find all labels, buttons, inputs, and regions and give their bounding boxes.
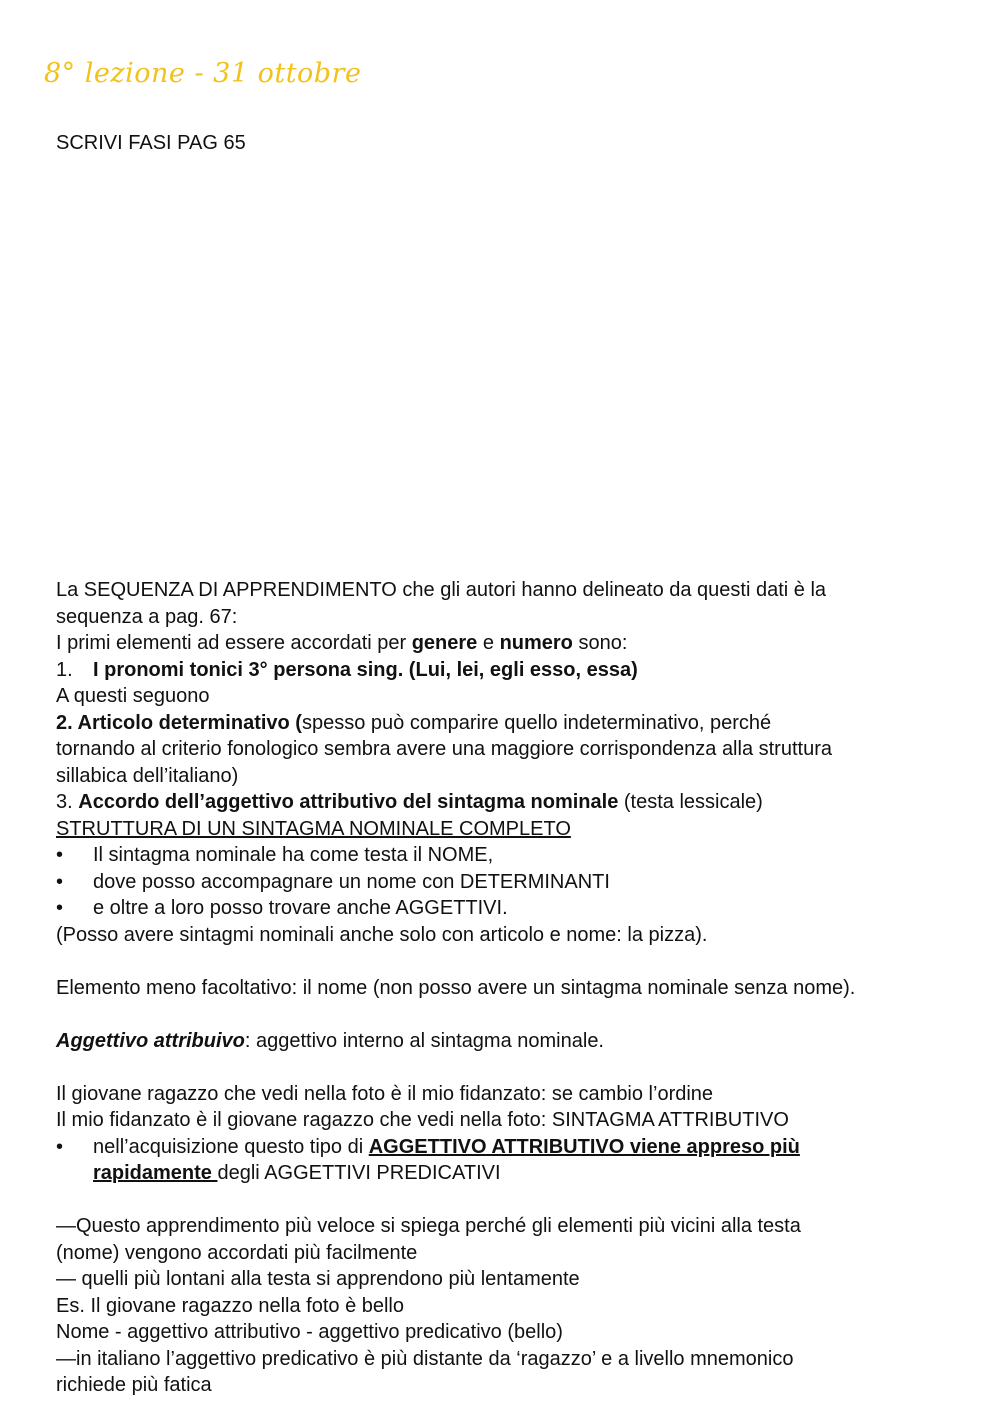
notes-body: [56, 577, 956, 1399]
list-item-2-line-2: tornando al criterio fonologico sembra avere una maggiore corrispondenza alla struttura: [56, 738, 832, 760]
follow-line: A questi seguono: [56, 685, 210, 707]
dash-line-2: — quelli più lontani alla testa si apprendono più lentamente: [56, 1268, 580, 1290]
dash-line-1b: (nome) vengono accordati più facilmente: [56, 1241, 418, 1264]
bullet-item: • nell’acquisizione questo tipo di AGGETTIVO ATTRIBUTIVO viene appreso più rapidamente degli AGGETTIVI PREDICATIVI: [56, 1135, 800, 1184]
sequence-line-1: La SEQUENZA DI APPRENDIMENTO che gli autori hanno delineato da questi dati è la: [56, 579, 827, 601]
example-sentence: Es. Il giovane ragazzo nella foto è bello: [56, 1294, 404, 1317]
list-item-2-line-3: sillabica dell’italiano): [56, 764, 239, 787]
bullet-item: • Il sintagma nominale ha come testa il NOME,: [56, 844, 494, 866]
example-line-2: Il mio fidanzato è il giovane ragazzo che vedi nella foto: SINTAGMA ATTRIBUTIVO: [56, 1109, 789, 1131]
dash-line-1: —Questo apprendimento più veloce si spiega perché gli elementi più vicini alla testa: [56, 1215, 801, 1237]
paren-note: (Posso avere sintagmi nominali anche solo con articolo e nome: la pizza).: [56, 923, 708, 946]
bullet-item: • dove posso accompagnare un nome con DETERMINANTI: [56, 870, 610, 893]
list-item-2: 2. Articolo determinativo (spesso può comparire quello indeterminativo, perché: [56, 711, 772, 734]
list-item-3: 3. Accordo dell’aggettivo attributivo del sintagma nominale (testa lessicale): [56, 791, 763, 813]
structure-title: STRUTTURA DI UN SINTAGMA NOMINALE COMPLETO: [56, 817, 571, 840]
example-line-1: Il giovane ragazzo che vedi nella foto è il mio fidanzato: se cambio l’ordine: [56, 1082, 714, 1105]
dash-line-3: —in italiano l’aggettivo predicativo è più distante da ‘ragazzo’ e a livello mnemonico: [56, 1347, 794, 1370]
element-note: Elemento meno facoltativo: il nome (non posso avere un sintagma nominale senza nome).: [56, 976, 856, 999]
sequence-summary: Nome - aggettivo attributivo - aggettivo predicativo (bello): [56, 1321, 563, 1343]
sequence-line-2: sequenza a pag. 67:: [56, 605, 238, 628]
agreement-intro: I primi elementi ad essere accordati per genere e numero sono:: [56, 632, 628, 654]
attributive-definition: Aggettivo attribuivo: aggettivo interno al sintagma nominale.: [56, 1029, 604, 1052]
bullet-item: • e oltre a loro posso trovare anche AGGETTIVI.: [56, 897, 508, 919]
top-note: SCRIVI FASI PAG 65: [56, 132, 246, 154]
dash-line-3b: richiede più fatica: [56, 1374, 212, 1396]
list-item-1: 1. I pronomi tonici 3° persona sing. (Lui, lei, egli esso, essa): [56, 658, 638, 681]
lesson-title: 8° lezione - 31 ottobre: [44, 58, 362, 89]
